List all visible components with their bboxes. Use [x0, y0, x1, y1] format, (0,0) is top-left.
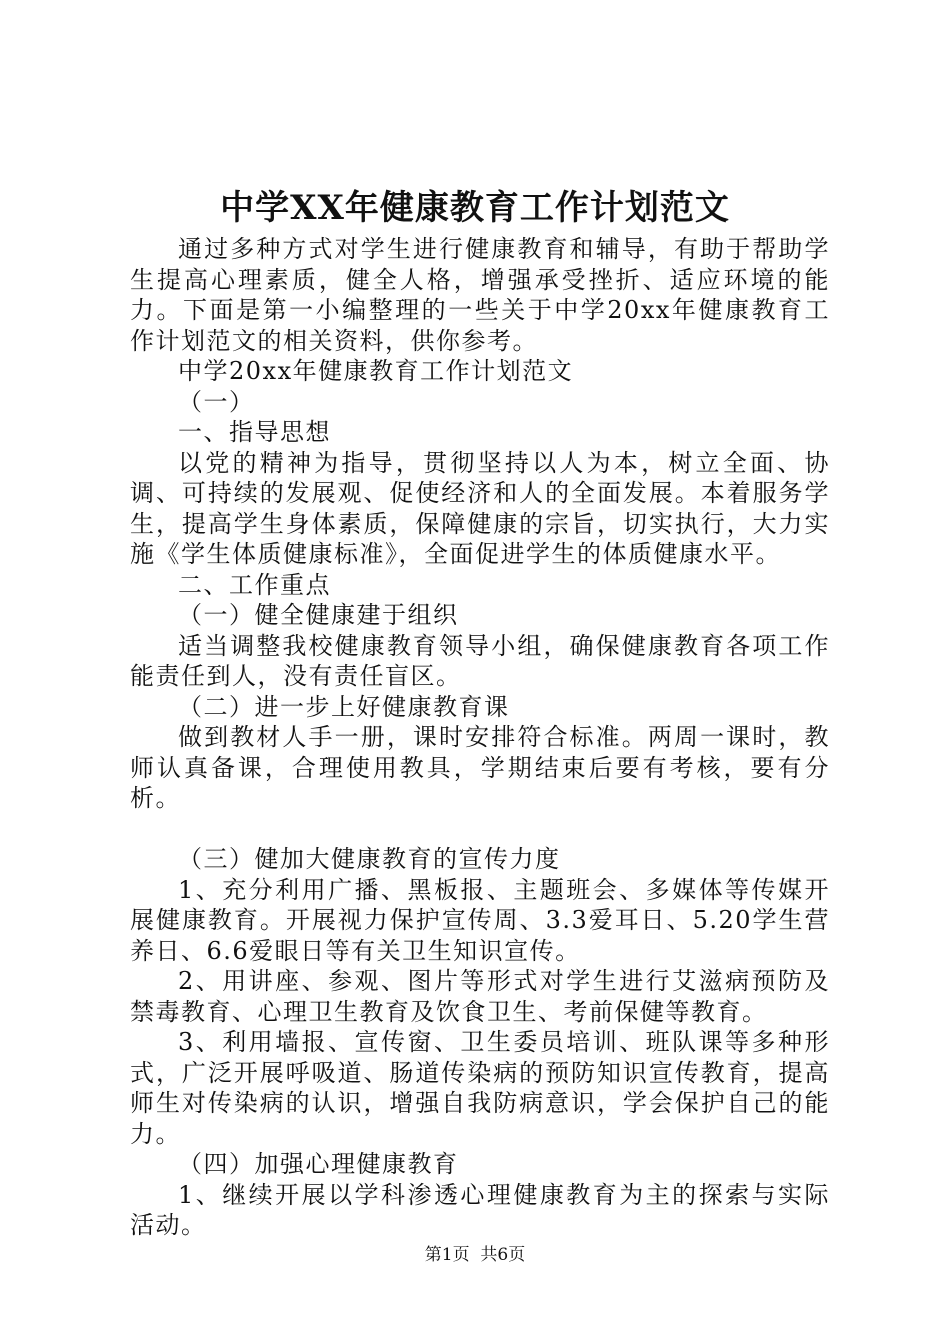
organization-paragraph: 适当调整我校健康教育领导小组，确保健康教育各项工作能责任到人，没有责任盲区。 — [130, 631, 830, 690]
page-footer — [0, 1244, 950, 1266]
publicity-item-1: 1、充分利用广播、黑板报、主题班会、多媒体等传媒开展健康教育。开展视力保护宣传周、3.3爱耳日、5.20学生营养日、6.6爱眼日等有关卫生知识宣传。 — [130, 875, 830, 965]
document-body — [130, 234, 830, 1241]
course-paragraph: 做到教材人手一册，课时安排符合标准。两周一课时，教师认真备课，合理使用教具，学期结束后要有考核，要有分析。 — [130, 723, 830, 812]
subsection-heading-organization: （一）健全健康建于组织 — [178, 601, 459, 629]
section-heading-work-focus: 二、工作重点 — [178, 570, 331, 599]
subtitle-line: 中学20xx年健康教育工作计划范文 — [178, 357, 574, 385]
intro-paragraph: 通过多种方式对学生进行健康教育和辅导，有助于帮助学生提高心理素质，健全人格，增强承受挫折、适应环境的能力。下面是第一小编整理的一些关于中学20xx年健康教育工作计划范文的相关资料，供你参考。 — [130, 235, 830, 355]
part-number: （一） — [178, 387, 255, 416]
section-heading-guiding-thought: 一、指导思想 — [178, 418, 331, 446]
subsection-heading-course: （二）进一步上好健康教育课 — [178, 692, 510, 721]
publicity-item-3: 3、利用墙报、宣传窗、卫生委员培训、班队课等多种形式，广泛开展呼吸道、肠道传染病的预防知识宣传教育，提高师生对传染病的认识，增强自我防病意识，学会保护自己的能力。 — [130, 1028, 830, 1148]
blank-line — [130, 814, 830, 845]
document-title: 中学XX年健康教育工作计划范文 — [220, 188, 730, 228]
page-number-label: 第1页 共6页 — [424, 1245, 526, 1265]
subsection-heading-publicity: （三）健加大健康教育的宣传力度 — [178, 845, 561, 873]
subsection-heading-mental-health: （四）加强心理健康教育 — [178, 1150, 459, 1178]
publicity-item-2: 2、用讲座、参观、图片等形式对学生进行艾滋病预防及禁毒教育、心理卫生教育及饮食卫生、考前保健等教育。 — [130, 967, 830, 1026]
mental-health-item-1: 1、继续开展以学科渗透心理健康教育为主的探索与实际活动。 — [130, 1180, 830, 1239]
guiding-thought-paragraph: 以党的精神为指导，贯彻坚持以人为本，树立全面、协调、可持续的发展观、促使经济和人的全面发展。本着服务学生，提高学生身体素质，保障健康的宗旨，切实执行，大力实施《学生体质健康标准》，全面促进学生的体质健康水平。 — [130, 448, 830, 568]
